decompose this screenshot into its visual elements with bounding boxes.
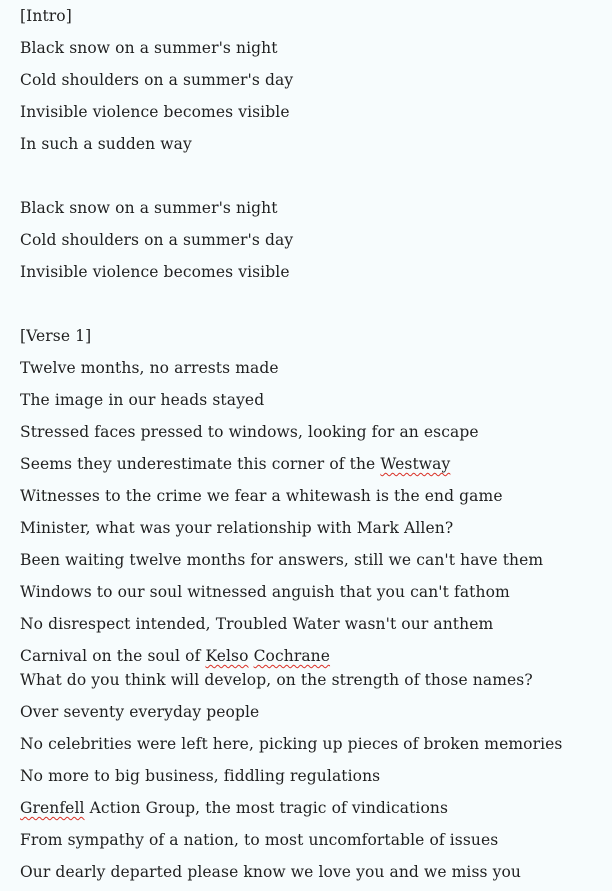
lyric-line: [20, 646, 330, 666]
lyric-line: Black snow on a summer's night: [20, 39, 278, 57]
misspelled-word[interactable]: Kelso: [205, 647, 249, 665]
section-label-intro: [Intro]: [20, 7, 72, 25]
lyric-line: Over seventy everyday people: [20, 703, 260, 721]
lyric-line: From sympathy of a nation, to most uncomfortable of issues: [20, 831, 499, 849]
lyric-line: Invisible violence becomes visible: [20, 263, 290, 281]
lyric-line: Black snow on a summer's night: [20, 199, 278, 217]
lyric-line: The image in our heads stayed: [20, 391, 265, 409]
misspelled-word[interactable]: Cochrane: [253, 647, 331, 665]
lyric-line: What do you think will develop, on the strength of those names?: [20, 671, 533, 689]
lyric-line: Windows to our soul witnessed anguish that you can't fathom: [20, 583, 510, 601]
lyric-line: Cold shoulders on a summer's day: [20, 231, 294, 249]
lyric-line: Minister, what was your relationship with Mark Allen?: [20, 519, 454, 537]
lyric-line: No more to big business, fiddling regulations: [20, 767, 381, 785]
lyric-line: Witnesses to the crime we fear a whitewash is the end game: [20, 487, 503, 505]
lyric-line: Twelve months, no arrests made: [20, 359, 279, 377]
misspelled-word[interactable]: Westway: [380, 455, 451, 473]
misspelled-word[interactable]: Grenfell: [20, 799, 85, 817]
lyric-line: [20, 798, 448, 818]
lyric-line: [20, 454, 450, 474]
lyric-line: Cold shoulders on a summer's day: [20, 71, 294, 89]
lyric-line: Been waiting twelve months for answers, still we can't have them: [20, 551, 544, 569]
lyric-text: Seems they underestimate this corner of the: [20, 455, 381, 473]
lyric-line: Invisible violence becomes visible: [20, 103, 290, 121]
lyric-line: No disrespect intended, Troubled Water wasn't our anthem: [20, 615, 494, 633]
section-label-verse-1: [Verse 1]: [20, 327, 92, 345]
lyric-text: Carnival on the soul of: [20, 647, 206, 665]
lyric-line: In such a sudden way: [20, 135, 192, 153]
lyric-line: No celebrities were left here, picking up pieces of broken memories: [20, 735, 563, 753]
lyric-line: Our dearly departed please know we love you and we miss you: [20, 863, 521, 881]
lyric-text: Action Group, the most tragic of vindications: [84, 799, 449, 817]
lyric-line: Stressed faces pressed to windows, looking for an escape: [20, 423, 479, 441]
